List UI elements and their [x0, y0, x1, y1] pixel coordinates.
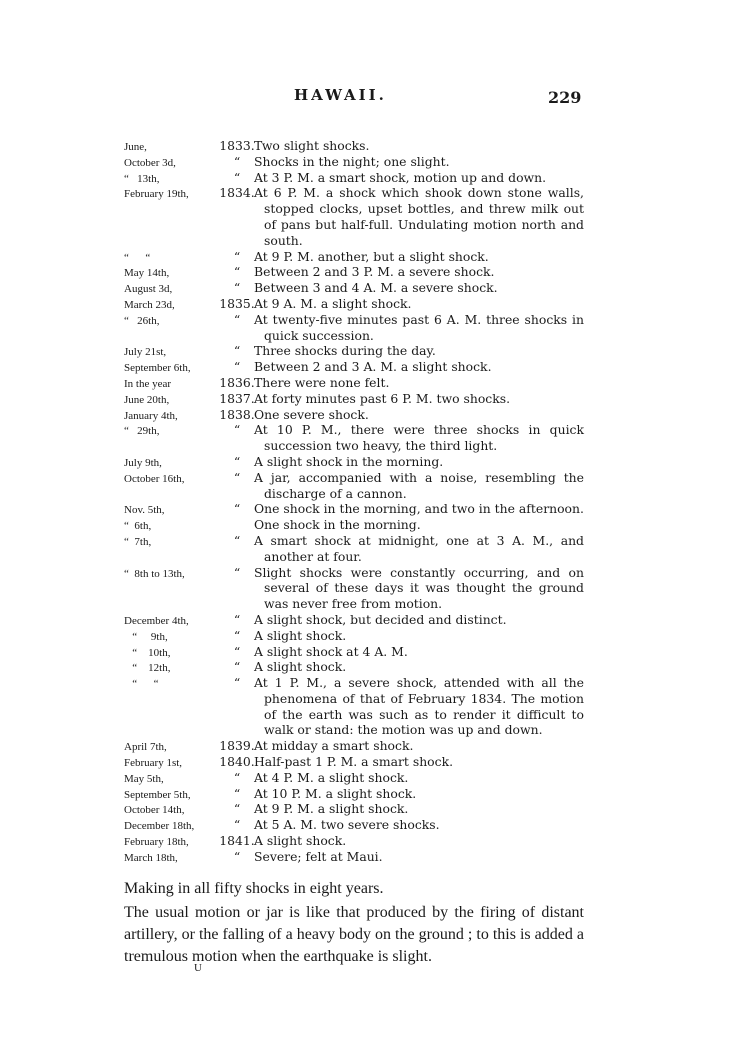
- table-row: [124, 738, 584, 754]
- table-row: [124, 817, 584, 833]
- entry-date: June 20th,: [124, 393, 170, 406]
- entry-year: 1838.: [219, 406, 255, 422]
- signature-mark: U: [194, 962, 202, 974]
- entry-date: “ 7th,: [124, 535, 152, 548]
- entry-year: “: [233, 564, 241, 580]
- table-row: [124, 422, 584, 454]
- entry-description: One shock in the morning, and two in the afternoon.: [254, 501, 584, 517]
- entry-description: At 6 P. M. a shock which shook down stone walls, stopped clocks, upset bottles, and threw milk out of pans but half-full. Undulating motion north and south.: [254, 185, 584, 248]
- entry-description: A slight shock.: [254, 627, 347, 643]
- entry-date: February 18th,: [124, 836, 189, 849]
- entry-year: 1833.: [219, 138, 255, 153]
- table-row: [124, 612, 584, 628]
- table-row: [124, 312, 584, 344]
- table-row: [124, 833, 584, 849]
- entry-description: Half-past 1 P. M. a smart shock.: [254, 754, 454, 770]
- entry-year: “: [233, 769, 241, 785]
- table-row: [124, 628, 584, 644]
- entry-year: “: [233, 532, 241, 548]
- entry-description: At 9 A. M. a slight shock.: [254, 295, 412, 311]
- entry-description: At 10 P. M., there were three shocks in quick succession two heavy, the third light.: [254, 422, 584, 454]
- entry-date: “ 8th to 13th,: [124, 567, 185, 580]
- entry-date: Nov. 5th,: [124, 504, 165, 517]
- table-row: [124, 533, 584, 565]
- entry-date: “ 9th,: [124, 630, 168, 643]
- entry-year: “: [233, 311, 241, 327]
- table-row: [124, 501, 584, 517]
- entry-date: July 21st,: [124, 346, 167, 359]
- summary-total: Making in all fifty shocks in eight years.: [124, 880, 384, 897]
- table-row: [124, 644, 584, 660]
- entry-year: “: [233, 848, 241, 864]
- entry-description: At 10 P. M. a slight shock.: [254, 785, 417, 801]
- table-row: [124, 407, 584, 423]
- table-row: [124, 770, 584, 786]
- entry-date: August 3d,: [124, 283, 173, 296]
- entry-date: “ 6th,: [124, 520, 152, 533]
- entry-description: Between 3 and 4 A. M. a severe shock.: [254, 280, 498, 296]
- entry-date: May 5th,: [124, 772, 164, 785]
- entry-year: “: [233, 817, 241, 833]
- entry-year: “: [233, 659, 241, 675]
- entry-year: “: [233, 801, 241, 817]
- entry-date: “ 12th,: [124, 662, 171, 675]
- table-row: [124, 517, 584, 533]
- entry-description: A slight shock in the morning.: [254, 453, 444, 469]
- entry-year: “: [233, 643, 241, 659]
- entry-description: At 9 P. M. another, but a slight shock.: [254, 248, 489, 264]
- entry-year: “: [233, 627, 241, 643]
- entry-year: 1835.: [219, 295, 255, 311]
- table-row: [124, 849, 584, 865]
- entry-date: October 14th,: [124, 804, 185, 817]
- entry-year: 1836.: [219, 374, 255, 390]
- entry-date: September 6th,: [124, 362, 191, 375]
- table-row: [124, 170, 584, 186]
- entry-description: Two slight shocks.: [254, 138, 370, 153]
- entry-year: “: [233, 501, 241, 517]
- table-row: [124, 154, 584, 170]
- entry-date: “ “: [124, 678, 159, 691]
- entry-description: Three shocks during the day.: [254, 343, 436, 359]
- entry-date: January 4th,: [124, 409, 178, 422]
- table-row: [124, 280, 584, 296]
- entry-description: At 3 P. M. a smart shock, motion up and down.: [254, 169, 547, 185]
- entry-year: “: [233, 469, 241, 485]
- entry-date: July 9th,: [124, 456, 162, 469]
- entry-year: 1841.: [219, 833, 255, 849]
- entry-year: “: [233, 343, 241, 359]
- entry-year: 1837.: [219, 390, 255, 406]
- entry-date: March 23d,: [124, 298, 175, 311]
- entry-date: March 18th,: [124, 851, 178, 864]
- entry-description: Between 2 and 3 P. M. a severe shock.: [254, 264, 495, 280]
- entry-year: “: [233, 422, 241, 438]
- entry-date: February 1st,: [124, 757, 183, 770]
- table-row: [124, 454, 584, 470]
- entry-description: At 9 P. M. a slight shock.: [254, 801, 409, 817]
- entry-date: “ 26th,: [124, 314, 160, 327]
- entry-year: “: [233, 169, 241, 185]
- entry-description: A slight shock.: [254, 833, 347, 849]
- entry-description: A slight shock, but decided and distinct.: [254, 611, 507, 627]
- entry-description: Severe; felt at Maui.: [254, 848, 383, 864]
- table-row: [124, 675, 584, 738]
- table-row: [124, 565, 584, 612]
- entry-description: One shock in the morning.: [254, 517, 421, 533]
- entry-description: Shocks in the night; one slight.: [254, 153, 450, 169]
- entry-description: There were none felt.: [254, 374, 390, 390]
- entry-description: A smart shock at midnight, one at 3 A. M., and another at four.: [254, 532, 584, 564]
- entry-date: September 5th,: [124, 788, 191, 801]
- entry-description: Between 2 and 3 A. M. a slight shock.: [254, 359, 492, 375]
- entry-description: At midday a smart shock.: [254, 738, 414, 754]
- entry-year: 1840.: [219, 754, 255, 770]
- entry-year: “: [233, 280, 241, 296]
- entry-date: June,: [124, 141, 147, 153]
- entry-year: “: [233, 785, 241, 801]
- entry-year: “: [233, 248, 241, 264]
- table-row: [124, 801, 584, 817]
- entry-date: December 4th,: [124, 614, 189, 627]
- earthquake-record-table: [124, 138, 584, 865]
- table-row: [124, 786, 584, 802]
- summary-section: [124, 878, 584, 968]
- entry-year: 1839.: [219, 738, 255, 754]
- entry-description: At twenty-five minutes past 6 A. M. three shocks in quick succession.: [254, 311, 584, 343]
- table-row: [124, 659, 584, 675]
- entry-year: “: [233, 264, 241, 280]
- table-row: [124, 264, 584, 280]
- entry-description: At 5 A. M. two severe shocks.: [254, 817, 440, 833]
- entry-year: 1834.: [219, 185, 255, 201]
- page-number: 229: [548, 88, 582, 107]
- table-row: [124, 359, 584, 375]
- table-row: [124, 391, 584, 407]
- entry-description: At 4 P. M. a slight shock.: [254, 769, 409, 785]
- entry-date: October 16th,: [124, 472, 185, 485]
- entry-date: May 14th,: [124, 267, 170, 280]
- summary-paragraph: The usual motion or jar is like that produced by the firing of distant artillery, or the falling of a heavy body on the ground ; to this is added a tremulous motion when the earthquake is slight.: [124, 904, 584, 965]
- entry-date: In the year: [124, 377, 172, 390]
- table-row: [124, 185, 584, 248]
- entry-description: A slight shock at 4 A. M.: [254, 643, 408, 659]
- table-row: [124, 754, 584, 770]
- entry-year: “: [233, 453, 241, 469]
- entry-date: “ 10th,: [124, 646, 171, 659]
- entry-year: “: [233, 153, 241, 169]
- running-title: HAWAII.: [294, 86, 387, 104]
- entry-date: “ 13th,: [124, 172, 160, 185]
- entry-description: A jar, accompanied with a noise, resembling the discharge of a cannon.: [254, 469, 584, 501]
- table-row: [124, 470, 584, 502]
- table-row: [124, 296, 584, 312]
- entry-description: At forty minutes past 6 P. M. two shocks.: [254, 390, 511, 406]
- page-header: [0, 86, 750, 110]
- entry-description: One severe shock.: [254, 406, 369, 422]
- entry-date: “ “: [124, 251, 151, 264]
- entry-year: “: [233, 675, 241, 691]
- entry-description: A slight shock.: [254, 659, 347, 675]
- entry-date: October 3d,: [124, 156, 176, 169]
- entry-date: April 7th,: [124, 741, 167, 754]
- entry-date: December 18th,: [124, 820, 195, 833]
- entry-description: At 1 P. M., a severe shock, attended with all the phenomena of that of February 1834. The motion of the earth was such as to render it difficult to walk or stand: the motion was up and down.: [254, 675, 584, 738]
- table-row: [124, 375, 584, 391]
- entry-year: “: [233, 359, 241, 375]
- table-row: [124, 138, 584, 154]
- table-row: [124, 343, 584, 359]
- entry-date: February 19th,: [124, 188, 189, 201]
- entry-description: Slight shocks were constantly occurring, and on several of these days it was thought the ground was never free from motion.: [254, 564, 584, 612]
- entry-date: “ 29th,: [124, 425, 160, 438]
- entry-year: “: [233, 611, 241, 627]
- table-row: [124, 249, 584, 265]
